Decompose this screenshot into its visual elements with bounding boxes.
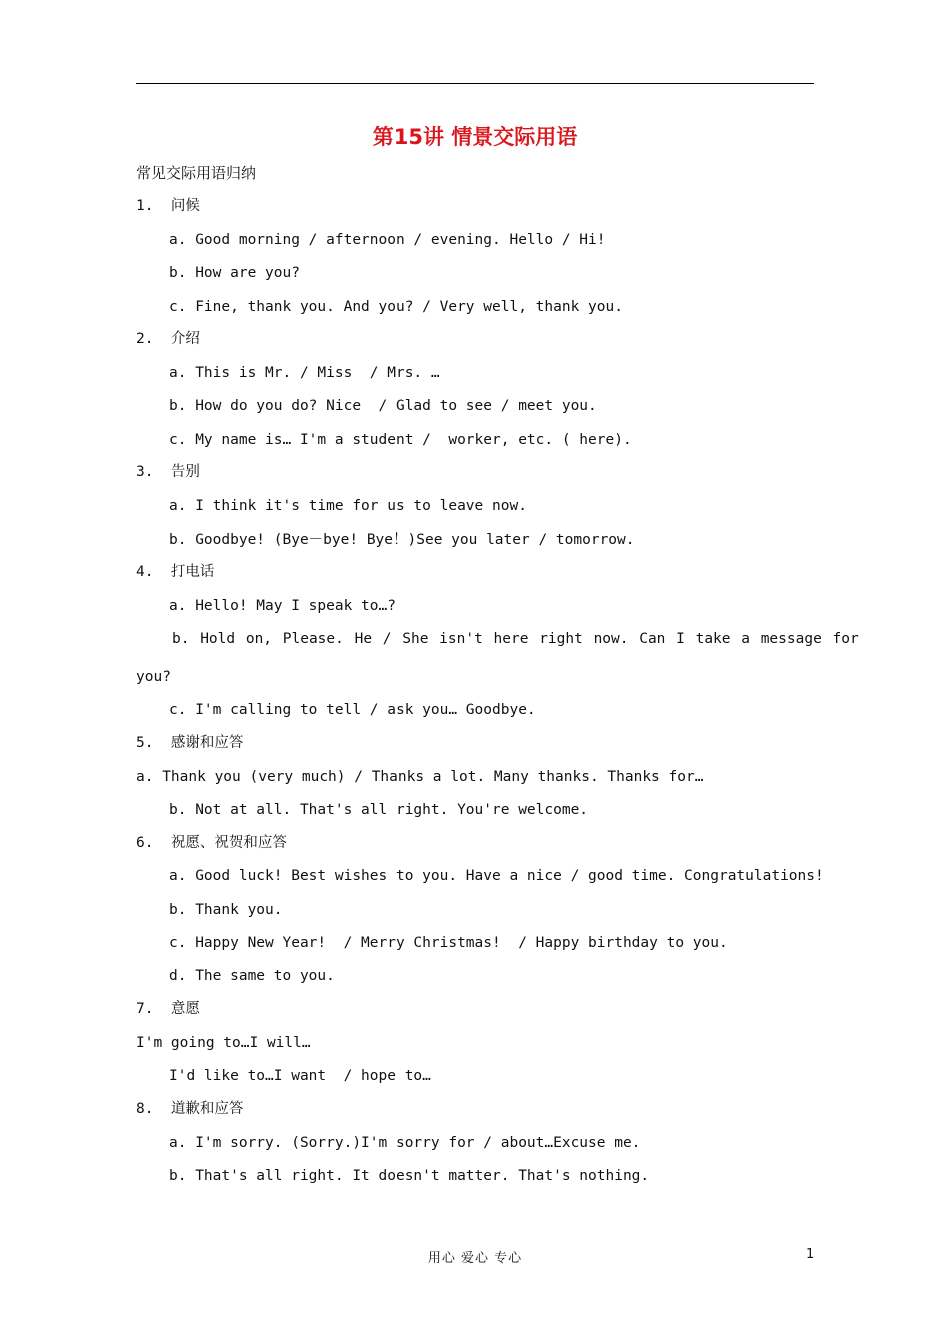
section-6-heading: 6. 祝愿、祝贺和应答: [136, 835, 287, 851]
section-6-item-a: a. Good luck! Best wishes to you. Have a nice / good time. Congratulations!: [169, 868, 824, 884]
section-7-heading: 7. 意愿: [136, 1001, 200, 1017]
section-1-item-a: a. Good morning / afternoon / evening. Hello / Hi!: [169, 232, 606, 248]
section-3-item-b: b. Goodbye! (Bye－bye! Bye！)See you later / tomorrow.: [169, 532, 635, 548]
section-2-item-b: b. How do you do? Nice / Glad to see / meet you.: [169, 398, 597, 414]
page-title: 第15讲 情景交际用语: [372, 125, 578, 149]
header-rule: [136, 83, 814, 84]
section-4-item-b-continued: you?: [136, 669, 171, 685]
section-2-item-c: c. My name is… I'm a student / worker, etc. ( here).: [169, 432, 632, 448]
section-5-item-a: a. Thank you (very much) / Thanks a lot. Many thanks. Thanks for…: [136, 769, 704, 785]
page-footer: 用心 爱心 专心: [427, 1251, 523, 1266]
section-7-line-2: I'd like to…I want / hope to…: [169, 1068, 431, 1084]
section-1-item-b: b. How are you?: [169, 265, 300, 281]
section-3-heading: 3. 告别: [136, 464, 200, 480]
section-2-item-a: a. This is Mr. / Miss / Mrs. …: [169, 365, 440, 381]
intro-heading: 常见交际用语归纳: [136, 164, 257, 182]
section-8-item-b: b. That's all right. It doesn't matter. That's nothing.: [169, 1168, 650, 1184]
section-5-heading: 5. 感谢和应答: [136, 735, 244, 751]
section-7-line-1: I'm going to…I will…: [136, 1035, 311, 1051]
section-8-heading: 8. 道歉和应答: [136, 1101, 244, 1117]
section-3-item-a: a. I think it's time for us to leave now.: [169, 498, 527, 514]
section-6-item-d: d. The same to you.: [169, 968, 335, 984]
section-8-item-a: a. I'm sorry. (Sorry.)I'm sorry for / about…Excuse me.: [169, 1135, 641, 1151]
section-4-item-c: c. I'm calling to tell / ask you… Goodbye.: [169, 702, 536, 718]
section-6-item-b: b. Thank you.: [169, 902, 283, 918]
section-4-heading: 4. 打电话: [136, 564, 215, 580]
page-number: 1: [806, 1247, 815, 1262]
section-6-item-c: c. Happy New Year! / Merry Christmas! / Happy birthday to you.: [169, 935, 728, 951]
section-4-item-a: a. Hello! May I speak to…?: [169, 598, 396, 614]
section-4-item-b: b. Hold on, Please. He / She isn't here right now. Can I take a message for: [172, 631, 859, 647]
section-1-item-c: c. Fine, thank you. And you? / Very well, thank you.: [169, 299, 623, 315]
section-1-heading: 1. 问候: [136, 198, 200, 214]
section-2-heading: 2. 介绍: [136, 331, 200, 347]
section-5-item-b: b. Not at all. That's all right. You're welcome.: [169, 802, 589, 818]
